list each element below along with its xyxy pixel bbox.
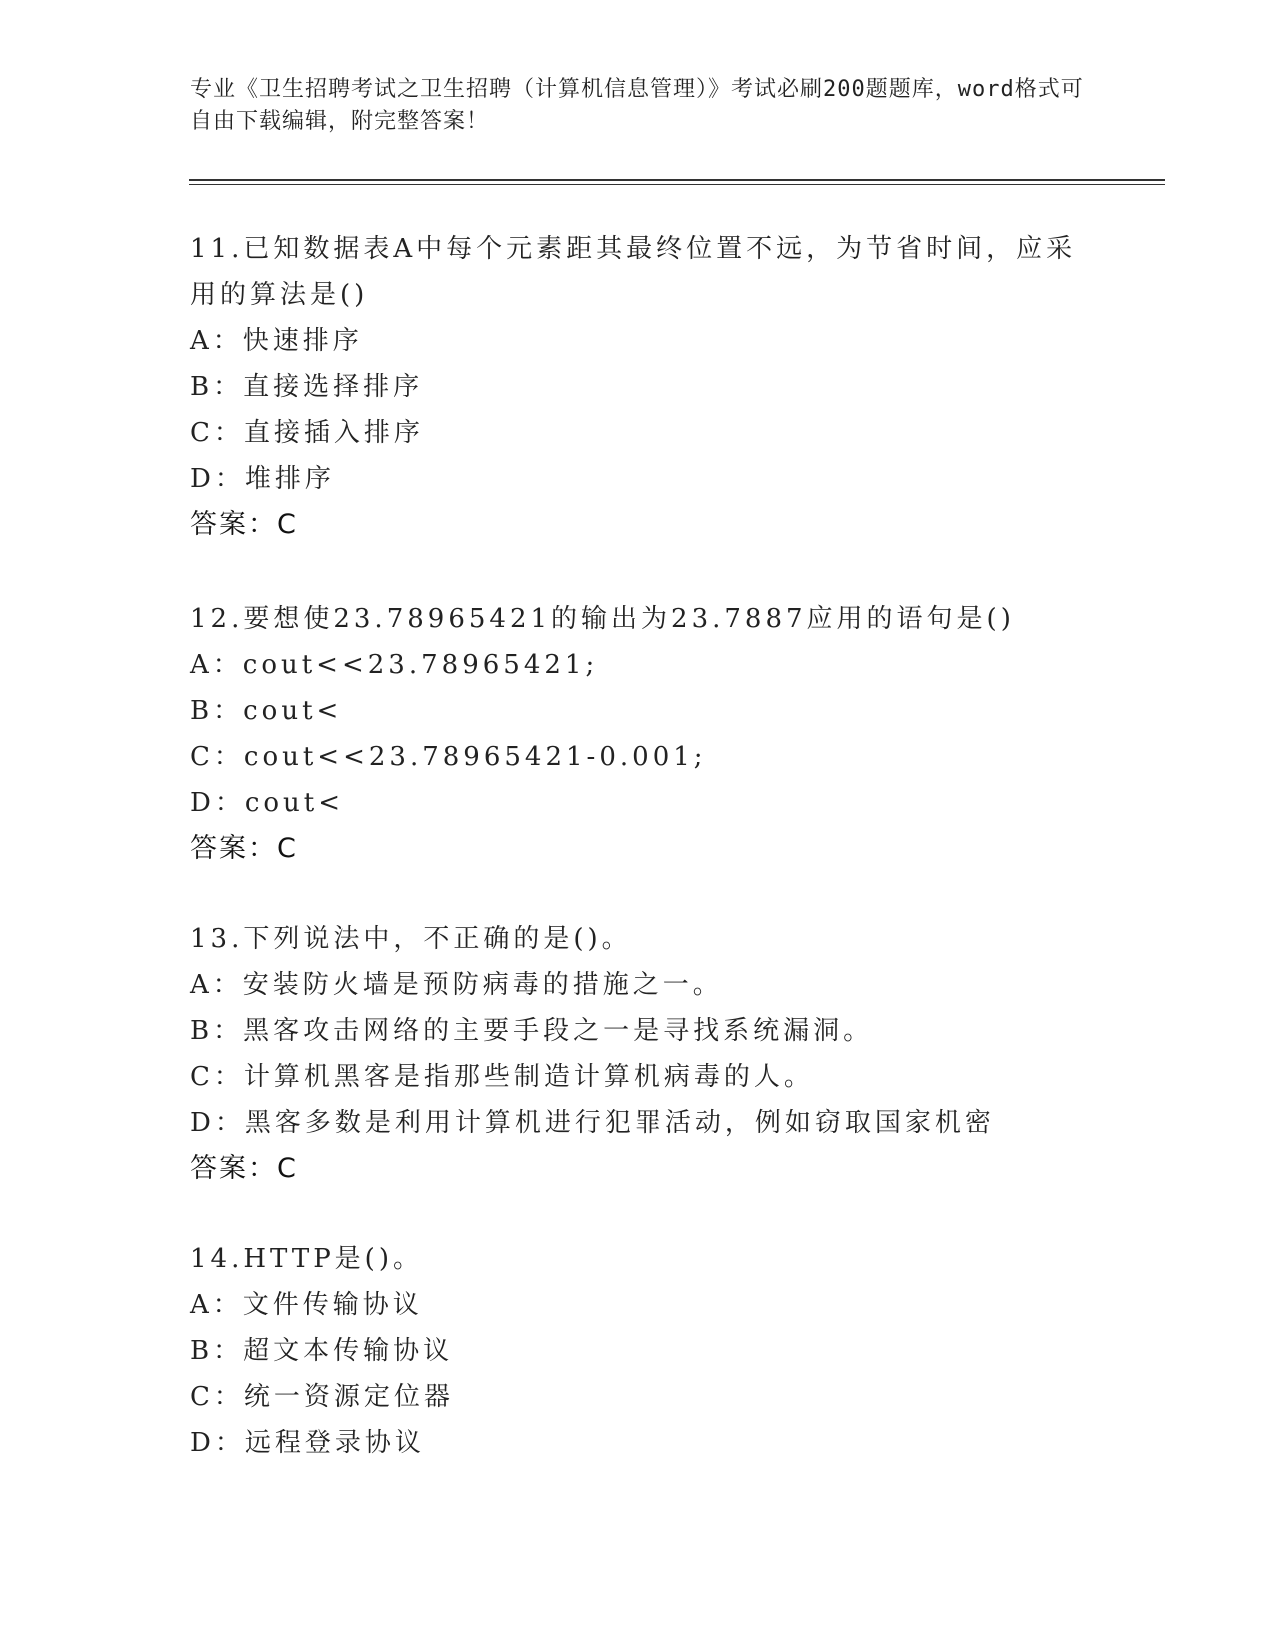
header-divider-thick	[189, 179, 1165, 181]
document-header: 专业《卫生招聘考试之卫生招聘（计算机信息管理）》考试必刷200题题库，word格式可自由下载编辑，附完整答案！	[190, 77, 1084, 134]
question-stem: 13.下列说法中，不正确的是()。	[190, 924, 632, 954]
question-stem: 11.已知数据表A中每个元素距其最终位置不远，为节省时间，应采用的算法是()	[190, 234, 1077, 310]
option-b: B：超文本传输协议	[190, 1336, 454, 1366]
option-c: C：计算机黑客是指那些制造计算机病毒的人。	[190, 1062, 814, 1092]
option-a: A：安装防火墙是预防病毒的措施之一。	[190, 970, 723, 1000]
option-d: D：黑客多数是利用计算机进行犯罪活动，例如窃取国家机密	[190, 1108, 995, 1138]
question-stem: 14.HTTP是()。	[190, 1244, 423, 1274]
option-a: A：文件传输协议	[190, 1290, 423, 1320]
option-c: C：cout<<23.78965421-0.001;	[190, 742, 707, 772]
question-stem: 12.要想使23.78965421的输出为23.7887应用的语句是()	[190, 604, 1015, 634]
option-a: A：快速排序	[190, 326, 363, 356]
option-d: D：远程登录协议	[190, 1428, 425, 1458]
question-14	[190, 1236, 1090, 1466]
option-d: D：堆排序	[190, 464, 335, 494]
answer: 答案：C	[190, 509, 298, 540]
answer: 答案：C	[190, 833, 298, 864]
option-b: B：直接选择排序	[190, 372, 424, 402]
option-b: B：cout<	[190, 696, 343, 726]
question-13	[190, 916, 1090, 1192]
option-a: A：cout<<23.78965421;	[190, 650, 599, 680]
option-c: C：直接插入排序	[190, 418, 424, 448]
question-11	[190, 226, 1090, 548]
option-d: D：cout<	[190, 788, 345, 818]
header-divider-thin	[189, 184, 1165, 185]
question-12	[190, 596, 1090, 872]
answer: 答案：C	[190, 1153, 298, 1184]
option-b: B：黑客攻击网络的主要手段之一是寻找系统漏洞。	[190, 1016, 874, 1046]
option-c: C：统一资源定位器	[190, 1382, 454, 1412]
